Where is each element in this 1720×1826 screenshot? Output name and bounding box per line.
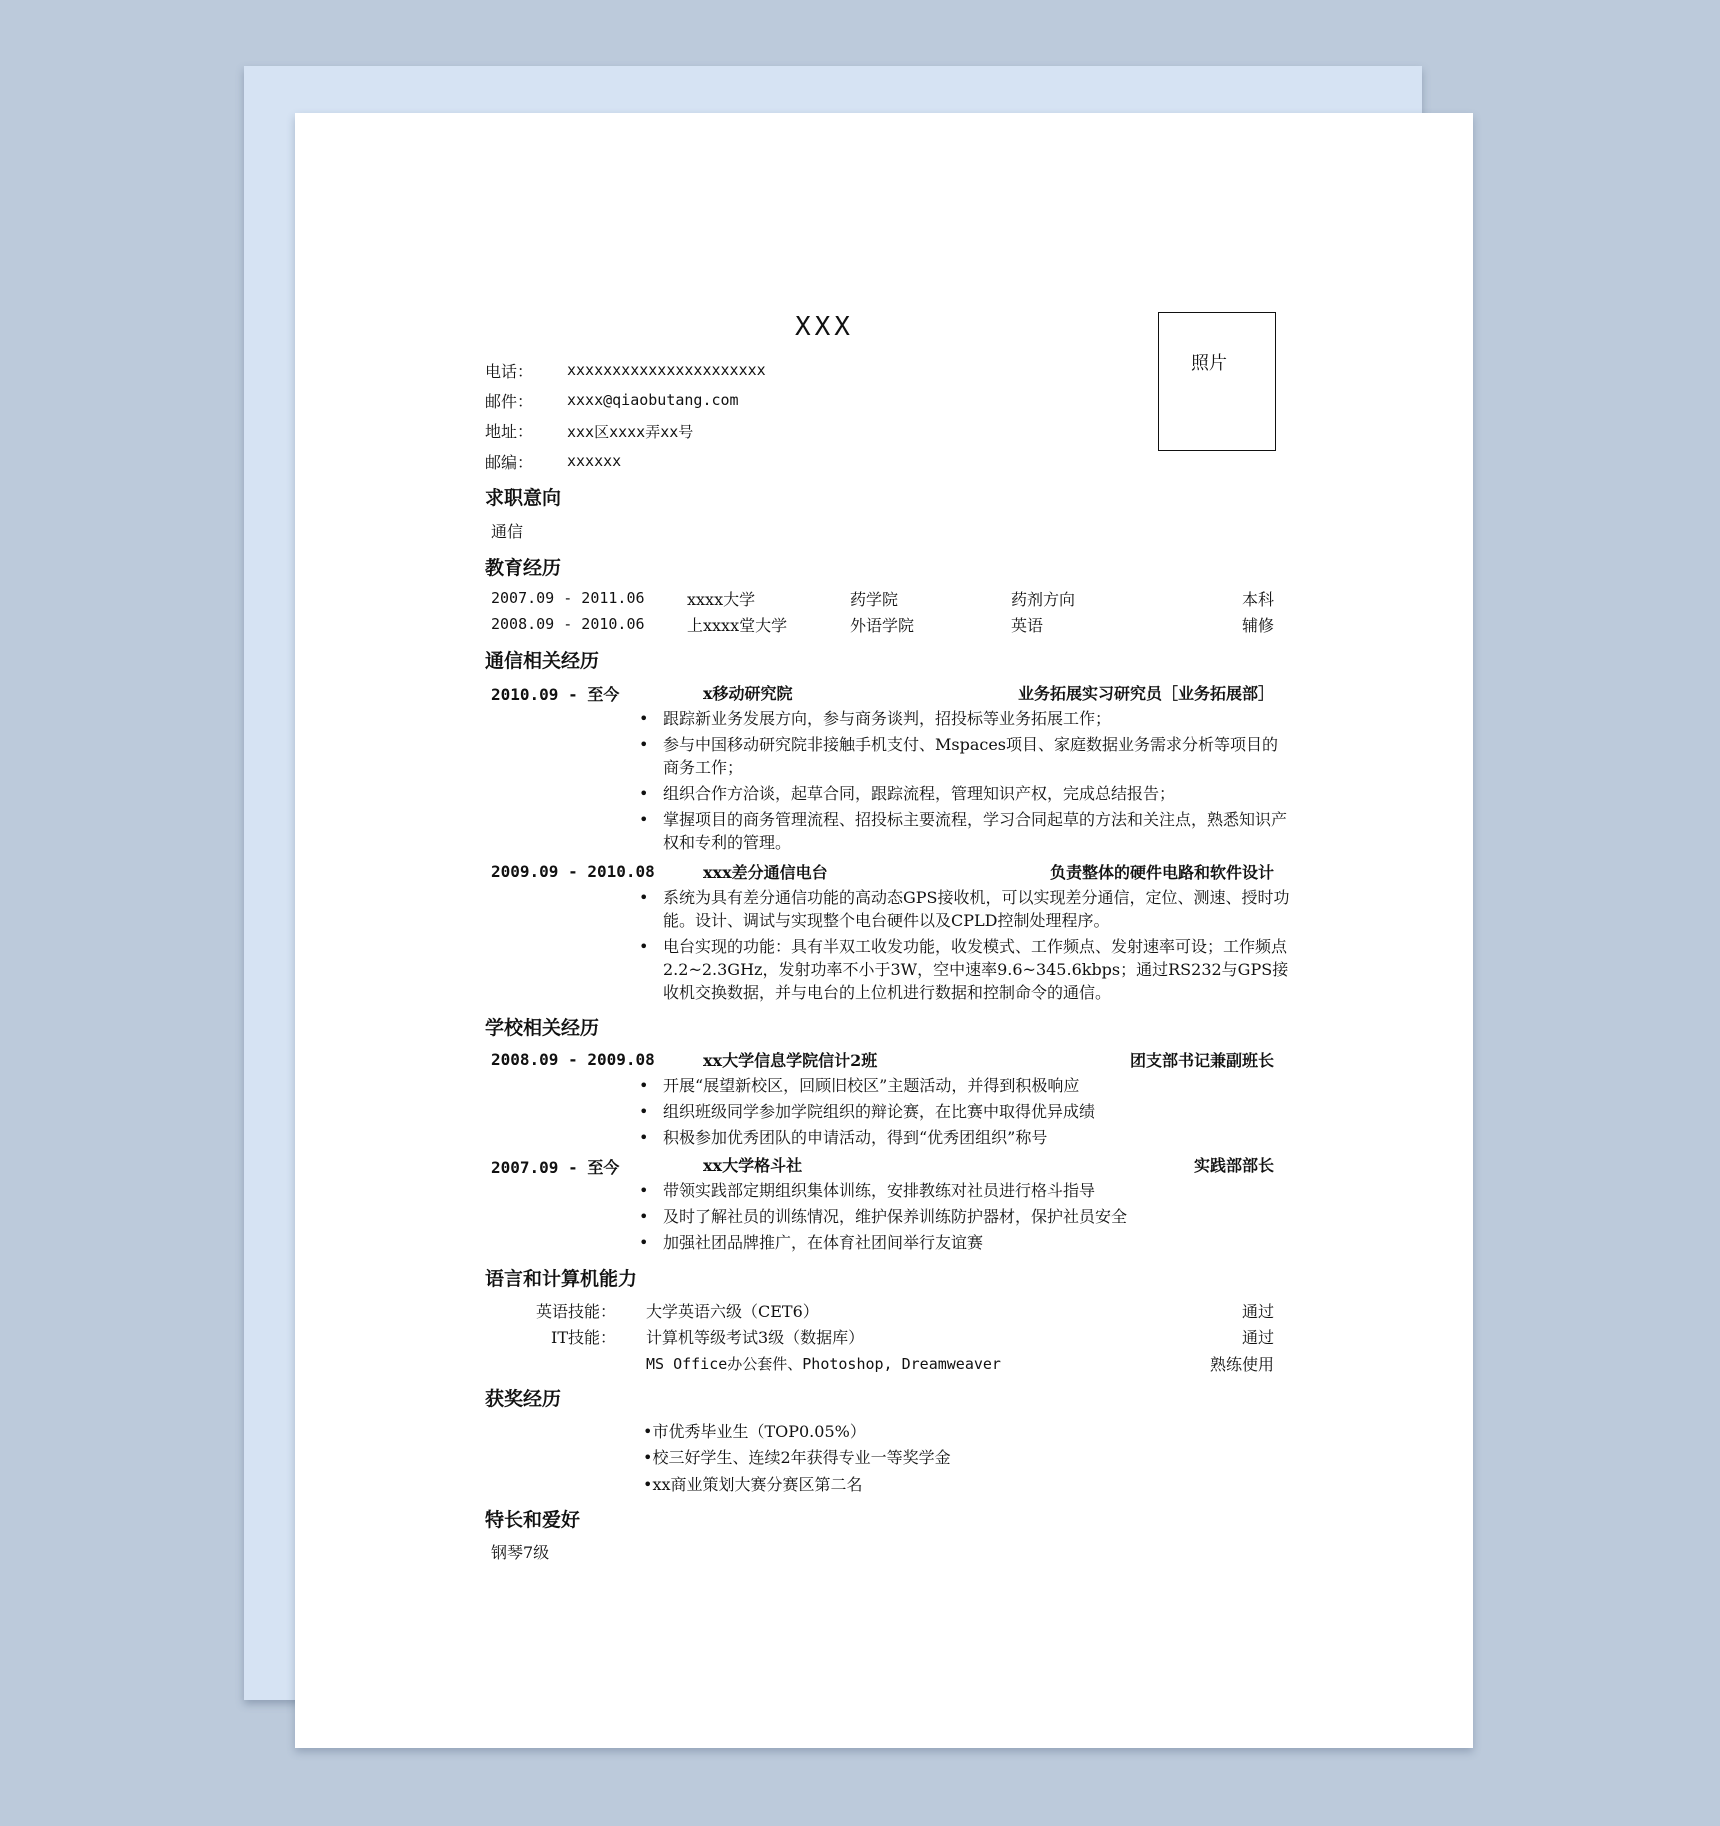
email-value: xxxx@qiaobutang.com [567, 391, 739, 409]
resume-name: XXX [795, 312, 854, 342]
skills-heading: 语言和计算机能力 [485, 1268, 638, 1290]
job-role: 实践部部长 [1193, 1156, 1274, 1175]
job-role: 团支部书记兼副班长 [1129, 1051, 1274, 1070]
skill-label: 英语技能： [535, 1302, 616, 1321]
job-role: 业务拓展实习研究员［业务拓展部］ [1017, 684, 1274, 703]
phone-label: 电话： [485, 362, 534, 381]
job-bullet: • 电台实现的功能：具有半双工收发功能，收发模式、工作频点、发射速率可设；工作频点2.2~2.3GHz，发射功率不小于3W，空中速率9.6~345.6kbps；通过RS232与GPS接收机交换数据，并与电台的上位机进行数据和控制命令的通信。 [639, 937, 1289, 1002]
award-item: •xx商业策划大赛分赛区第二名 [643, 1475, 863, 1494]
photo-label: 照片 [1191, 353, 1227, 374]
skill-item: 大学英语六级（CET6） [646, 1302, 819, 1321]
bullet-dot: • [639, 888, 649, 907]
job-org: xxx差分通信电台 [703, 863, 828, 882]
postcode-value: xxxxxx [567, 452, 622, 470]
awards-heading: 获奖经历 [485, 1388, 562, 1410]
phone-value: xxxxxxxxxxxxxxxxxxxxxx [567, 361, 766, 379]
job-period: 2010.09 - 至今 [491, 685, 620, 704]
job-bullet: • 组织班级同学参加学院组织的辩论赛，在比赛中取得优异成绩 [639, 1102, 1096, 1121]
work-heading: 通信相关经历 [485, 650, 600, 672]
job-bullet: • 参与中国移动研究院非接触手机支付、Mspaces项目、家庭数据业务需求分析等项目的商务工作； [639, 735, 1279, 777]
edu-period: 2007.09 - 2011.06 [491, 589, 645, 607]
email-label: 邮件： [485, 392, 534, 411]
edu-major: 英语 [1011, 616, 1044, 635]
hobbies-heading: 特长和爱好 [485, 1509, 581, 1531]
skill-item: 计算机等级考试3级（数据库） [646, 1328, 865, 1347]
award-item: •校三好学生、连续2年获得专业一等奖学金 [643, 1448, 951, 1467]
skill-label: IT技能： [551, 1328, 616, 1347]
bullet-dot: • [639, 810, 649, 829]
award-item: •市优秀毕业生（TOP0.05%） [643, 1422, 866, 1441]
edu-school: 上xxxx堂大学 [687, 616, 788, 635]
job-role: 负责整体的硬件电路和软件设计 [1049, 863, 1274, 882]
edu-degree: 辅修 [1241, 616, 1274, 635]
job-bullet: • 加强社团品牌推广，在体育社团间举行友谊赛 [639, 1233, 984, 1252]
address-label: 地址： [485, 422, 534, 441]
bullet-dot: • [639, 1128, 649, 1147]
skill-level: 熟练使用 [1209, 1355, 1274, 1374]
job-bullet: • 及时了解社员的训练情况，维护保养训练防护器材，保护社员安全 [639, 1207, 1128, 1226]
job-bullet: • 积极参加优秀团队的申请活动，得到“优秀团组织”称号 [639, 1128, 1048, 1147]
job-period: 2008.09 - 2009.08 [491, 1050, 655, 1069]
education-heading: 教育经历 [485, 557, 562, 579]
school-heading: 学校相关经历 [485, 1017, 600, 1039]
photo-placeholder [1158, 312, 1276, 451]
job-bullet: • 掌握项目的商务管理流程、招投标主要流程，学习合同起草的方法和关注点，熟悉知识产权和专利的管理。 [639, 810, 1288, 852]
bullet-dot: • [639, 1076, 649, 1095]
bullet-dot: • [639, 1181, 649, 1200]
bullet-dot: • [639, 1233, 649, 1252]
job-org: xx大学格斗社 [703, 1156, 803, 1175]
job-bullet: • 系统为具有差分通信功能的高动态GPS接收机，可以实现差分通信，定位、测速、授时功能。设计、调试与实现整个电台硬件以及CPLD控制处理程序。 [639, 888, 1290, 930]
job-period: 2007.09 - 至今 [491, 1158, 620, 1177]
hobbies-text: 钢琴7级 [491, 1543, 550, 1562]
bullet-dot: • [639, 937, 649, 956]
bullet-dot: • [639, 735, 649, 754]
bullet-dot: • [639, 709, 649, 728]
bullet-dot: • [639, 1207, 649, 1226]
skill-item: MS Office办公套件、Photoshop, Dreamweaver [646, 1355, 1001, 1373]
job-org: xx大学信息学院信计2班 [703, 1051, 878, 1070]
edu-college: 外语学院 [850, 616, 915, 635]
bullet-dot: • [639, 784, 649, 803]
postcode-label: 邮编： [485, 453, 534, 472]
job-period: 2009.09 - 2010.08 [491, 862, 655, 881]
job-bullet: • 组织合作方洽谈，起草合同，跟踪流程，管理知识产权，完成总结报告； [639, 784, 1176, 803]
skill-level: 通过 [1241, 1328, 1274, 1347]
objective-heading: 求职意向 [485, 487, 562, 509]
skill-level: 通过 [1241, 1302, 1274, 1321]
edu-school: xxxx大学 [687, 590, 756, 609]
address-value: xxx区xxxx弄xx号 [567, 423, 694, 441]
job-bullet: • 跟踪新业务发展方向，参与商务谈判，招投标等业务拓展工作； [639, 709, 1112, 728]
edu-major: 药剂方向 [1011, 590, 1076, 609]
objective-text: 通信 [491, 522, 524, 541]
edu-period: 2008.09 - 2010.06 [491, 615, 645, 633]
job-bullet: • 开展“展望新校区，回顾旧校区”主题活动，并得到积极响应 [639, 1076, 1080, 1095]
edu-degree: 本科 [1241, 590, 1274, 609]
bullet-dot: • [639, 1102, 649, 1121]
job-bullet: • 带领实践部定期组织集体训练，安排教练对社员进行格斗指导 [639, 1181, 1096, 1200]
job-org: x移动研究院 [703, 684, 793, 703]
edu-college: 药学院 [850, 590, 899, 609]
